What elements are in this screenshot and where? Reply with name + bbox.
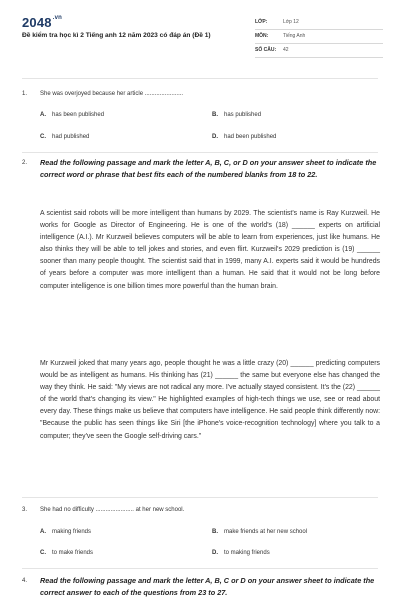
meta-class: LỚP: Lớp 12 xyxy=(255,16,383,30)
site-logo[interactable]: $2048^{.vn}$ xyxy=(22,15,63,30)
document-title: Đề kiểm tra học kì 2 Tiếng anh 12 năm 2023 có đáp án (Đề 1) xyxy=(22,32,211,39)
passage-paragraph: Mr Kurzweil joked that many years ago, people thought he was a little crazy (20) ______ predicting computers would be as intelligent as humans. His thinking has (21) ______ the same but everyone else has changed the way they think. He said: "My views are not radical any more. I've actually stayed consistent. It's the (22) ______ of the world that's changing its view." He highlighted examples of high-tech things we use, see or read about every day. These things make us believe that computers have intelligence. He said people think differently now: "Because the public has seen things like Siri [the iPhone's voice-recognition technology] where you talk to a computer; they've seen the Google self-driving cars." xyxy=(40,360,380,440)
divider xyxy=(22,78,378,79)
page-header xyxy=(0,0,400,68)
question-number: 2. xyxy=(22,160,28,166)
option-b[interactable]: B. make friends at her new school xyxy=(212,529,308,535)
passage-paragraph: A scientist said robots will be more intelligent than humans by 2029. The scientist's name is Ray Kurzweil. He works for Google as Director of Engineering. He is one of the world's (18) ______ experts on artificial intelligence (A.I.). Mr Kurzweil believes computers will be able to learn from experiences, just like humans. He also thinks they will be able to tell jokes and stories, and even flirt. Kurzweil's 2029 prediction is (19) ______ sooner than many people thought. The scientist said that in 1999, many A.I. experts said it would be hundreds of years before a computer was more intelligent than a human. He said that it would not be long before computer intelligence is one billion times more powerful than the human brain. xyxy=(40,210,380,290)
option-b[interactable]: B. has published xyxy=(212,112,262,118)
question-instruction: Read the following passage and mark the letter A, B, C or D on your answer sheet to indicate the correct answer to each of the questions from 23 to 27. xyxy=(40,576,375,597)
option-a[interactable]: A. making friends xyxy=(40,529,92,535)
question-number: 1. xyxy=(22,91,28,97)
question-text: She was overjoyed because her article ....................... xyxy=(40,91,184,97)
option-c[interactable]: C. to make friends xyxy=(40,550,94,556)
option-c[interactable]: C. had published xyxy=(40,134,90,140)
divider xyxy=(22,497,378,498)
question-number: 4. xyxy=(22,578,28,584)
option-d[interactable]: D. to making friends xyxy=(212,550,270,556)
divider xyxy=(22,152,378,153)
question-number: 3. xyxy=(22,507,28,513)
meta-subject: MÔN: Tiếng Anh xyxy=(255,30,383,44)
question-instruction: Read the following passage and mark the letter A, B, C, or D on your answer sheet to indicate the correct word or phrase that best fits each of the numbered blanks from 18 to 22. xyxy=(40,158,377,179)
option-a[interactable]: A. has been published xyxy=(40,112,105,118)
meta-question-count: SỐ CÂU: 42 xyxy=(255,44,383,58)
question-text: She had no difficulty ....................... at her new school. xyxy=(40,507,185,513)
option-d[interactable]: D. had been published xyxy=(212,134,277,140)
divider xyxy=(22,568,378,569)
